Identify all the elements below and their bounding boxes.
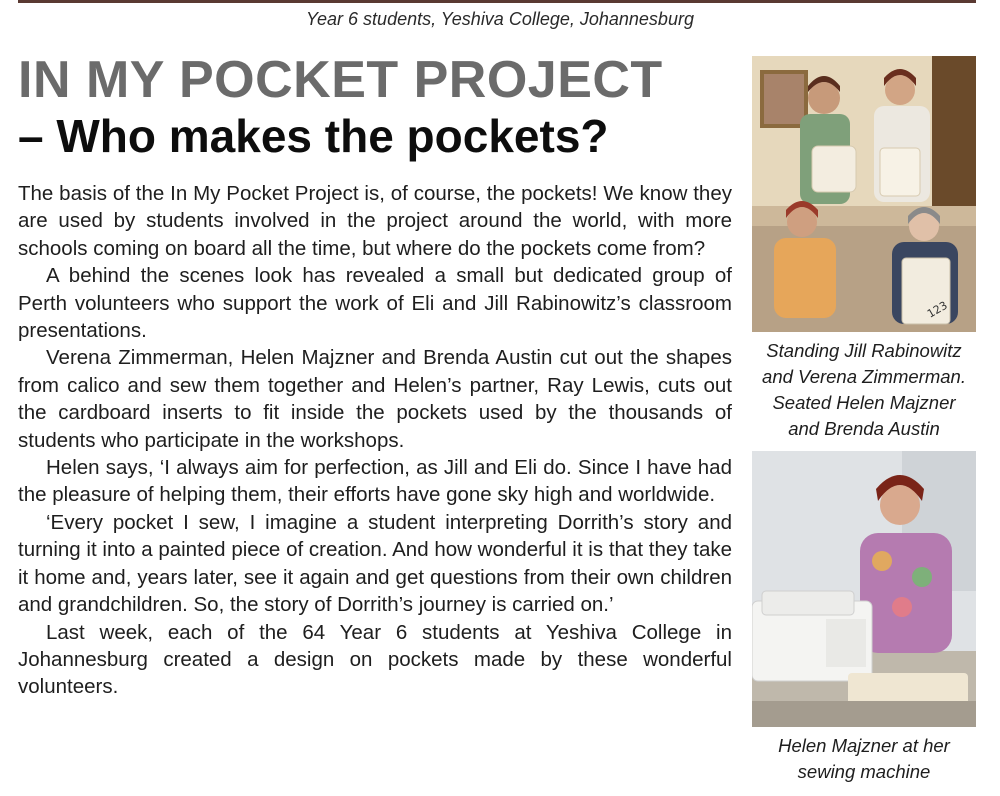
caption-line: and Brenda Austin (788, 418, 940, 439)
caption-line: Seated Helen Majzner (772, 392, 956, 413)
article-paragraph: Last week, each of the 64 Year 6 students at Yeshiva College in Johannesburg created a design on pockets made by these wonderful volunteers. (18, 620, 732, 699)
top-rule (18, 0, 976, 3)
sewing-machine-photo-caption (752, 733, 976, 785)
article-paragraph: ‘Every pocket I sew, I imagine a student interpreting Dorrith’s story and turning it into a painted piece of creation. And how wonderful it is that they take it home and, years later, see it again and get questions from their own children and grandchildren. So, the story of Dorrith’s journey is carried on.’ (18, 510, 732, 617)
caption-line: Standing Jill Rabinowitz (766, 340, 962, 361)
article-paragraph: The basis of the In My Pocket Project is, of course, the pockets! We know they are used by students involved in the project around the world, with more schools coming on board all the time, but where do the pockets come from? (18, 182, 732, 260)
caption-line: and Verena Zimmerman. (762, 366, 966, 387)
article-paragraph: Verena Zimmerman, Helen Majzner and Brenda Austin cut out the shapes from calico and sew them together and Helen’s partner, Ray Lewis, cuts out the cardboard inserts to fit inside the pockets used by the thousands of students who participate in the workshops. (18, 346, 732, 452)
pocket-number-label: 123 (925, 298, 950, 321)
headline-title: IN MY POCKET PROJECT (18, 51, 663, 109)
volunteers-photo-illustration (752, 56, 976, 332)
article-paragraph: A behind the scenes look has revealed a small but dedicated group of Perth volunteers who support the work of Eli and Jill Rabinowitz’s classroom presentations. (18, 264, 732, 343)
caption-line: Helen Majzner at her (778, 735, 950, 756)
caption-line: sewing machine (797, 761, 931, 782)
article-body (18, 180, 732, 701)
volunteers-photo-caption (752, 338, 976, 442)
volunteers-photo (752, 56, 976, 332)
sewing-machine-photo (752, 451, 976, 727)
sewing-machine-photo-illustration (752, 451, 976, 727)
headline-subtitle: – Who makes the pockets? (18, 110, 609, 162)
article-paragraph: Helen says, ‘I always aim for perfection, as Jill and Eli do. Since I have had the pleasure of helping them, their efforts have gone sky high and worldwide. (18, 456, 732, 507)
top-photo-caption: Year 6 students, Yeshiva College, Johannesburg (306, 9, 694, 29)
